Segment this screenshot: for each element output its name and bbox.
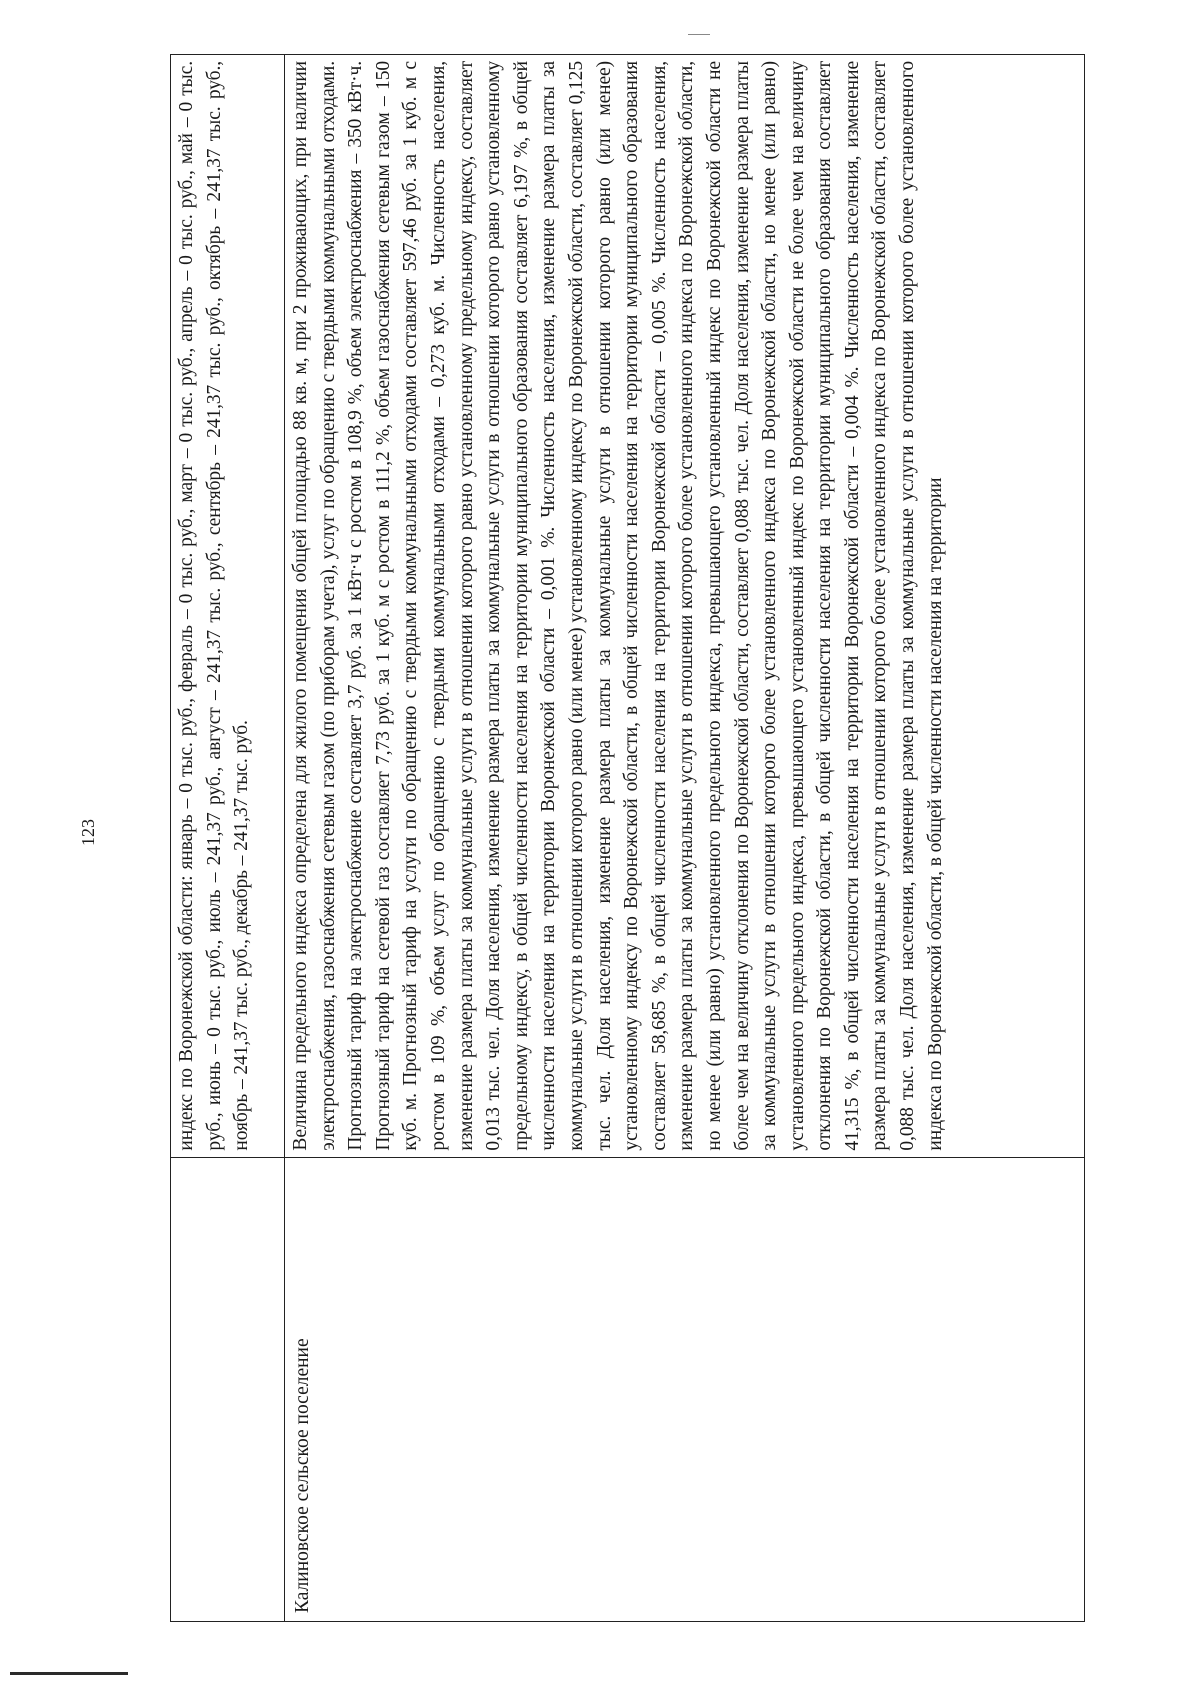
document-table xyxy=(170,54,1085,1622)
scan-artifact-line xyxy=(10,1672,128,1675)
page-number: 123 xyxy=(78,819,98,846)
municipality-cell xyxy=(285,1157,1084,1621)
municipality-name: Калиновское сельское поселение xyxy=(292,1338,313,1613)
municipality-cell xyxy=(171,1157,284,1621)
description-text: индекс по Воронежской области: январь – 0 тыс. руб., февраль – 0 тыс. руб., март – 0 тыс. руб., апрель – 0 тыс. руб., май – 0 тыс. руб., июнь – 0 тыс. руб., июль – 241,37 руб., август – 241,37 тыс. руб., сентябрь – 241,37 тыс. руб., октябрь – 241,37 тыс. руб., ноябрь – 241,37 тыс. руб., декабрь – 241,37 тыс. руб. xyxy=(176,61,253,1151)
description-text: Величина предельного индекса определена для жилого помещения общей площадью 88 кв. м, при 2 проживающих, при наличии электроснабжения, газоснабжения сетевым газом (по приборам учета), услуг по обращению с твердыми коммунальными отходами. Прогнозный тариф на электроснабжение составляет 3,7 руб. за 1 кВт·ч с ростом в 108,9 %, объем электроснабжения – 350 кВт·ч. Прогнозный тариф на сетевой газ составляет 7,73 руб. за 1 куб. м с ростом в 111,2 %, объем газоснабжения сетевым газом – 150 куб. м. Прогнозный тариф на услуги по обращению с твердыми коммунальными отходами составляет 597,46 руб. за 1 куб. м с ростом в 109 %, объем услуг по обращению с твердыми коммунальными отходами – 0,273 куб. м. Численность населения, изменение размера платы за коммунальные услуги в отношении которого равно установленному предельному индексу, составляет 0,013 тыс. чел. Доля населения, изменение размера платы за коммунальные услуги в отношении которого равно установленному предельному индексу, в общей численности населения на территории муниципального образования составляет 6,197 %, в общей численности населения на территории Воронежской области – 0,001 %. Численность населения, изменение размера платы за коммунальные услуги в отношении которого равно (или менее) установленному индексу по Воронежской области, составляет 0,125 тыс. чел. Доля населения, изменение размера платы за коммунальные услуги в отношении которого равно (или менее) установленному индексу по Воронежской области, в общей численности населения на территории муниципального образования составляет 58,685 %, в общей численности населения на территории Воронежской области – 0,005 %. Численность населения, изменение размера платы за коммунальные услуги в отношении которого более установленного индекса по Воронежской области, но менее (или равно) установленного предельного индекса, превышающего установленный индекс по Воронежской области не более чем на величину отклонения по Воронежской области, составляет 0,088 тыс. чел. Доля населения, изменение размера платы за коммунальные услуги в отношении которого более установленного индекса по Воронежской области, но менее (или равно) установленного предельного индекса, превышающего установленный индекс по Воронежской области не более чем на величину отклонения по Воронежской области, в общей численности населения на территории муниципального образования составляет 41,315 %, в общей численности населения на территории Воронежской области – 0,004 %. Численность населения, изменение размера платы за коммунальные услуги в отношении которого более установленного индекса по Воронежской области, составляет 0,088 тыс. чел. Доля населения, изменение размера платы за коммунальные услуги в отношении которого более установленного индекса по Воронежской области, в общей численности населения на территории xyxy=(290,61,946,1151)
description-cell xyxy=(285,55,1084,1157)
description-cell xyxy=(171,55,284,1157)
table-row xyxy=(171,55,285,1621)
scan-artifact-tick xyxy=(688,34,710,35)
table-row xyxy=(285,55,1084,1621)
